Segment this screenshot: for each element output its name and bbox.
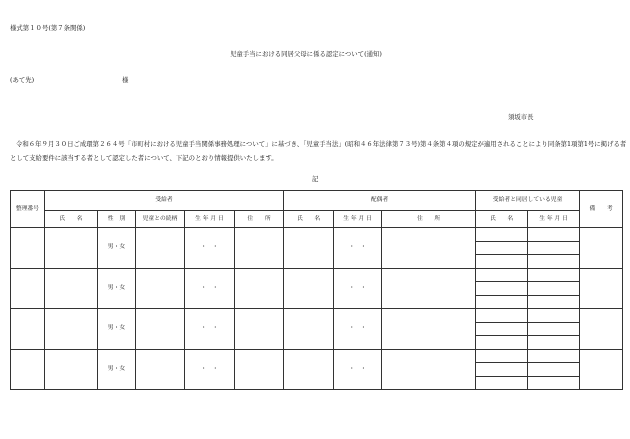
form-number-label: 様式第１０号(第７条関係): [10, 24, 86, 32]
header-haigusha-address: 住 所: [382, 211, 476, 228]
birthdate-cell: ・ ・: [185, 309, 235, 350]
table-row: [11, 268, 45, 309]
table-cell: [580, 309, 623, 350]
birthdate-cell: ・ ・: [334, 349, 382, 390]
table-cell: [528, 255, 580, 269]
table-cell: [235, 228, 284, 269]
birthdate-cell: ・ ・: [334, 309, 382, 350]
table-cell: [136, 309, 185, 350]
header-haigusha-name: 氏 名: [284, 211, 334, 228]
table-cell: [528, 282, 580, 296]
document-title: 児童手当における同居父母に係る認定について(通知): [230, 50, 382, 58]
addressee-prefix: (あて先): [10, 76, 35, 84]
table-cell: [476, 295, 528, 309]
table-cell: [476, 336, 528, 350]
table-cell: [476, 322, 528, 336]
table-cell: [528, 295, 580, 309]
table-cell: [476, 349, 528, 363]
table-cell: [284, 228, 334, 269]
table-cell: [476, 376, 528, 390]
table-cell: [382, 228, 476, 269]
header-jukyusha-relation: 児童との続柄: [136, 211, 185, 228]
header-biko: 備 考: [580, 191, 623, 228]
table-cell: [284, 268, 334, 309]
table-cell: [528, 349, 580, 363]
header-doukyo-jido: 受給者と同居している児童: [476, 191, 580, 211]
sender-name: 須坂市長: [508, 113, 534, 121]
birthdate-cell: ・ ・: [334, 228, 382, 269]
table-cell: [136, 349, 185, 390]
table-cell: [136, 268, 185, 309]
header-haigusha: 配偶者: [284, 191, 476, 211]
table-cell: [528, 376, 580, 390]
table-cell: [136, 228, 185, 269]
birthdate-cell: ・ ・: [185, 349, 235, 390]
table-cell: [528, 363, 580, 377]
body-paragraph: 令和６年９月３０日ご成環第２６４号「市町村における児童手当関係事務処理について」に基づき、「児童手当法」(昭和４６年法律第７３号)第４条第４項の規定が適用されることにより同条第1項第1号に掲げる者として支給要件に該当する者として認定した者について、下記のとおり情報提供いたします。: [10, 140, 627, 162]
sex-cell: 男・女: [98, 349, 136, 390]
table-row: [11, 228, 45, 269]
table-cell: [45, 349, 98, 390]
table-cell: [476, 228, 528, 242]
birthdate-cell: ・ ・: [185, 228, 235, 269]
header-jukyusha-birthdate: 生 年 月 日: [185, 211, 235, 228]
table-cell: [528, 309, 580, 323]
table-cell: [284, 309, 334, 350]
table-cell: [528, 322, 580, 336]
info-table: [10, 190, 623, 390]
ki-heading: 記: [312, 175, 319, 183]
sex-cell: 男・女: [98, 228, 136, 269]
table-cell: [235, 268, 284, 309]
table-cell: [528, 268, 580, 282]
sex-cell: 男・女: [98, 268, 136, 309]
table-cell: [476, 282, 528, 296]
table-cell: [382, 349, 476, 390]
header-jido-birthdate: 生 年 月 日: [528, 211, 580, 228]
table-cell: [45, 228, 98, 269]
table-cell: [45, 268, 98, 309]
header-seiri-number: 整理番号: [11, 191, 45, 228]
table-cell: [235, 349, 284, 390]
header-jukyusha: 受給者: [45, 191, 284, 211]
table-cell: [476, 363, 528, 377]
table-cell: [528, 228, 580, 242]
table-row: [11, 349, 45, 390]
birthdate-cell: ・ ・: [334, 268, 382, 309]
table-cell: [528, 336, 580, 350]
table-cell: [235, 309, 284, 350]
table-cell: [284, 349, 334, 390]
header-jukyusha-name: 氏 名: [45, 211, 98, 228]
birthdate-cell: ・ ・: [185, 268, 235, 309]
table-cell: [580, 268, 623, 309]
sex-cell: 男・女: [98, 309, 136, 350]
addressee-honorific: 様: [122, 76, 129, 84]
header-jukyusha-address: 住 所: [235, 211, 284, 228]
table-cell: [476, 309, 528, 323]
header-haigusha-birthdate: 生 年 月 日: [334, 211, 382, 228]
table-cell: [382, 309, 476, 350]
table-cell: [382, 268, 476, 309]
table-cell: [45, 309, 98, 350]
table-cell: [528, 241, 580, 255]
table-row: [11, 309, 45, 350]
header-jukyusha-sex: 性 別: [98, 211, 136, 228]
table-cell: [476, 241, 528, 255]
header-jido-name: 氏 名: [476, 211, 528, 228]
table-cell: [580, 349, 623, 390]
table-cell: [580, 228, 623, 269]
table-cell: [476, 268, 528, 282]
table-cell: [476, 255, 528, 269]
